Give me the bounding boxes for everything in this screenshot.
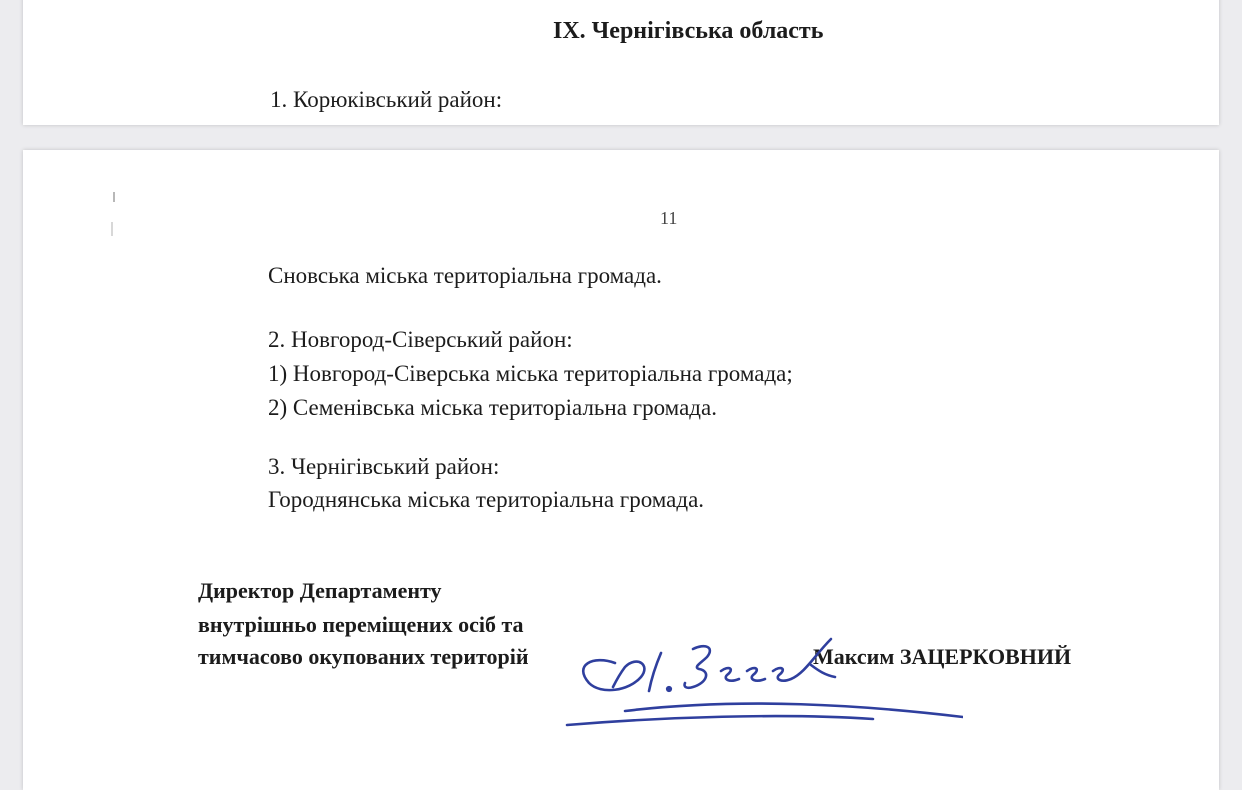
community-line: 2) Семенівська міська територіальна громада.	[268, 395, 717, 420]
community-line: 1) Новгород-Сіверська міська територіальна громада;	[268, 361, 793, 386]
scan-speck	[113, 192, 115, 202]
signatory-title-line-1: Директор Департаменту	[198, 578, 442, 603]
signatory-title-line-2: внутрішньо переміщених осіб та	[198, 612, 524, 637]
document-page-top	[23, 0, 1219, 125]
signatory-title-line-3: тимчасово окупованих територій	[198, 644, 529, 669]
document-page-bottom	[23, 150, 1219, 790]
community-line: Сновська міська територіальна громада.	[268, 263, 662, 288]
community-line: Городнянська міська територіальна громада.	[268, 487, 705, 512]
district-heading-2: 2. Новгород-Сіверський район:	[268, 327, 573, 352]
section-heading: IX. Чернігівська область	[553, 18, 824, 44]
page-number: 11	[660, 208, 678, 228]
signatory-name: Максим ЗАЦЕРКОВНИЙ	[813, 644, 1072, 669]
scan-speck	[111, 222, 113, 236]
district-heading-3: 3. Чернігівський район:	[268, 454, 500, 479]
district-heading-1: 1. Корюківський район:	[270, 87, 503, 112]
handwritten-signature	[543, 625, 963, 735]
